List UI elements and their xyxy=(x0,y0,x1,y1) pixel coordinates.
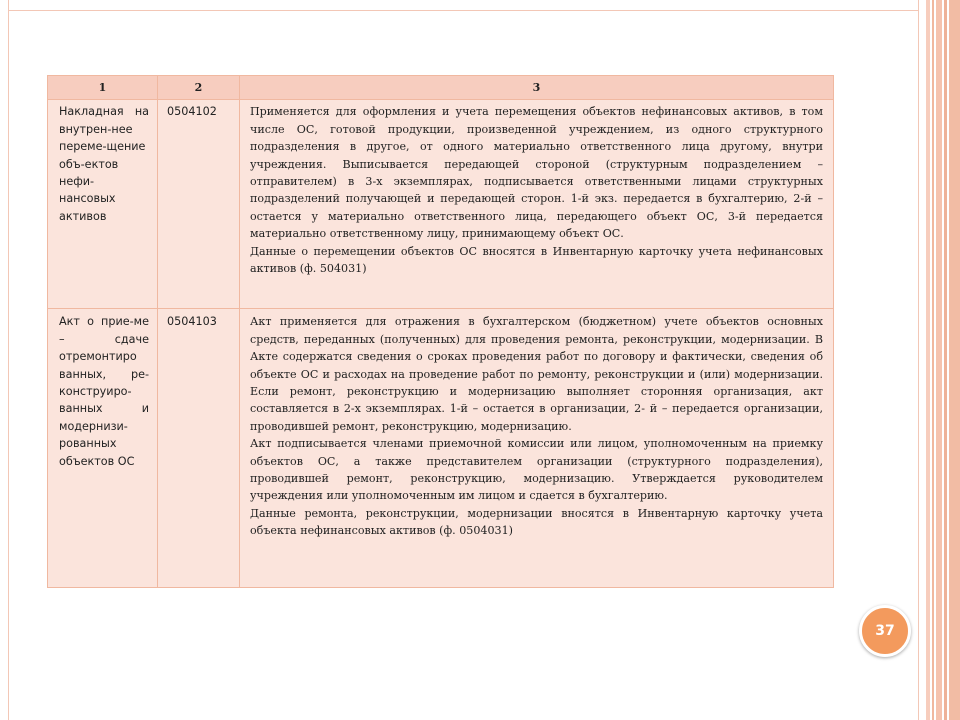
description-paragraph: Акт подписывается членами приемочной комиссии или лицом, уполномоченным на приемку объектов ОС, а также представителем организации (структурного подразделения), проводившей ремонт, реконструкцию, модернизацию. Утверждается руководителем учреждения или уполномоченным им лицом и сдается в бухгалтерию. xyxy=(250,437,823,503)
column-header-3: 3 xyxy=(240,76,834,100)
table-row xyxy=(48,100,834,309)
slide-frame-right xyxy=(918,0,919,720)
form-code: 0504103 xyxy=(158,309,240,588)
description-paragraph: Данные ремонта, реконструкции, модернизации вносятся в Инвентарную карточку учета объекта нефинансовых активов (ф. 0504031) xyxy=(250,506,823,538)
form-code: 0504102 xyxy=(158,100,240,309)
decor-stripe xyxy=(944,0,947,720)
decor-stripe xyxy=(926,0,930,720)
slide-frame-left xyxy=(0,0,9,720)
description-paragraph: Акт применяется для отражения в бухгалтерском (бюджетном) учете объектов основных средств, переданных (полученных) для проведения ремонта, реконструкции, модернизации. В Акте содержатся сведения о сроках проведения работ по договору и фактически, сведения об объекте ОС и расходах на проведение работ по ремонту, реконструкции и (или) модернизации. Если ремонт, реконструкцию и модернизацию выполняет сторонняя организация, акт составляется в 2-х экземплярах. 1-й – остается в организации, 2- й – передается организации, проводившей ремонт, реконструкцию, модернизацию. xyxy=(250,315,823,433)
table-header-row xyxy=(48,76,834,100)
document-description xyxy=(240,309,834,588)
column-header-1: 1 xyxy=(48,76,158,100)
description-paragraph: Данные о перемещении объектов ОС вносятся в Инвентарную карточку учета нефинансовых активов (ф. 504031) xyxy=(250,244,823,276)
document-name: Накладная на внутрен-нее переме-щение объ-ектов нефи-нансовых активов xyxy=(48,100,158,309)
column-header-2: 2 xyxy=(158,76,240,100)
document-description xyxy=(240,100,834,309)
decor-stripe xyxy=(932,0,934,720)
description-paragraph: Применяется для оформления и учета перемещения объектов нефинансовых активов, в том числе ОС, готовой продукции, произведенной учреждением, из одного структурного подразделения в другое, от одного материально ответственного лица другому, внутри учреждения. Выписывается передающей стороной (структурным подразделением – отправителем) в 3-х экземплярах, подписывается ответственными лицами структурных подразделений получающей и передающей сторон. 1-й экз. передается в бухгалтерию, 2-й – остается у материально ответственного лица, передающего объект ОС, 3-й передается материально ответственному лицу, принимающему объект ОС. xyxy=(250,105,823,241)
table-row xyxy=(48,309,834,588)
document-name: Акт о прие-ме – сдаче отремонтиро ванных, ре-конструиро-ванных и модернизи-рованных объектов ОС xyxy=(48,309,158,588)
decor-stripe xyxy=(936,0,942,720)
page-number-badge: 37 xyxy=(859,605,911,657)
documents-table xyxy=(47,75,834,588)
decor-stripe xyxy=(949,0,960,720)
slide-frame-top xyxy=(9,0,919,11)
